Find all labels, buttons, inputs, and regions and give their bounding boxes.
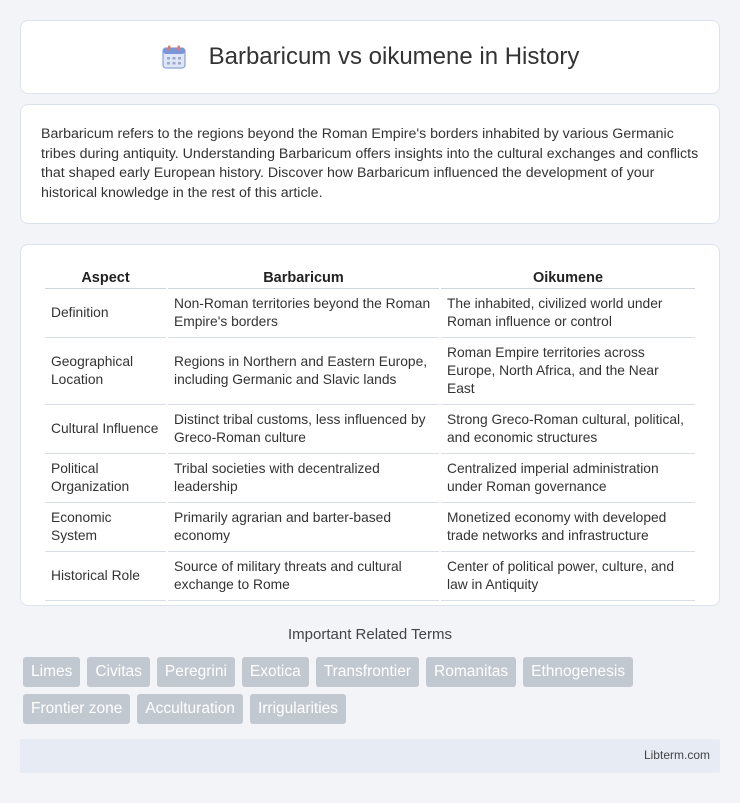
table-cell: Primarily agrarian and barter-based economy: [168, 503, 439, 552]
table-cell: Tribal societies with decentralized leadership: [168, 454, 439, 503]
table-cell: Strong Greco-Roman cultural, political, and economic structures: [441, 405, 695, 454]
table-cell: Cultural Influence: [45, 405, 166, 454]
table-cell: Center of political power, culture, and law in Antiquity: [441, 552, 695, 601]
related-term-tag[interactable]: Frontier zone: [23, 694, 130, 724]
related-terms-list: [23, 657, 723, 724]
calendar-icon: [161, 44, 187, 70]
comparison-table-card: [20, 244, 720, 606]
related-term-tag[interactable]: Limes: [23, 657, 80, 687]
table-cell: Definition: [45, 289, 166, 338]
table-cell: Distinct tribal customs, less influenced by Greco-Roman culture: [168, 405, 439, 454]
table-cell: Monetized economy with developed trade networks and infrastructure: [441, 503, 695, 552]
footer: [20, 739, 720, 773]
table-header-row: [45, 263, 695, 289]
related-term-tag[interactable]: Irrigularities: [250, 694, 346, 724]
table-cell: The inhabited, civilized world under Roman influence or control: [441, 289, 695, 338]
table-row: [45, 552, 695, 601]
column-header: Barbaricum: [168, 263, 439, 289]
header-card: [20, 20, 720, 94]
page-title: Barbaricum vs oikumene in History: [208, 43, 580, 70]
related-term-tag[interactable]: Transfrontier: [316, 657, 419, 687]
related-term-tag[interactable]: Romanitas: [426, 657, 516, 687]
intro-text: Barbaricum refers to the regions beyond the Roman Empire's borders inhabited by various Germanic tribes during antiquity. Understanding Barbaricum offers insights into the cultural exchanges and conflicts that shaped early European history. Discover how Barbaricum influenced the development of your historical knowledge in the rest of this article.: [41, 126, 699, 201]
column-header: Oikumene: [441, 263, 695, 289]
table-cell: Regions in Northern and Eastern Europe, including Germanic and Slavic lands: [168, 338, 439, 405]
table-cell: Historical Role: [45, 552, 166, 601]
related-terms-title: Important Related Terms: [288, 626, 452, 643]
site-link[interactable]: Libterm.com: [643, 748, 710, 762]
table-row: [45, 289, 695, 338]
related-term-tag[interactable]: Civitas: [87, 657, 150, 687]
table-cell: Non-Roman territories beyond the Roman Empire's borders: [168, 289, 439, 338]
table-row: [45, 503, 695, 552]
table-cell: Source of military threats and cultural exchange to Rome: [168, 552, 439, 601]
intro-card: [20, 104, 720, 224]
table-row: [45, 405, 695, 454]
table-cell: Political Organization: [45, 454, 166, 503]
related-term-tag[interactable]: Exotica: [242, 657, 309, 687]
column-header: Aspect: [45, 263, 166, 289]
related-term-tag[interactable]: Ethnogenesis: [523, 657, 633, 687]
table-cell: Roman Empire territories across Europe, North Africa, and the Near East: [441, 338, 695, 405]
comparison-table: [43, 263, 697, 601]
table-row: [45, 454, 695, 503]
table-cell: Centralized imperial administration under Roman governance: [441, 454, 695, 503]
table-cell: Economic System: [45, 503, 166, 552]
table-row: [45, 338, 695, 405]
related-term-tag[interactable]: Peregrini: [157, 657, 235, 687]
related-term-tag[interactable]: Acculturation: [137, 694, 243, 724]
table-cell: Geographical Location: [45, 338, 166, 405]
